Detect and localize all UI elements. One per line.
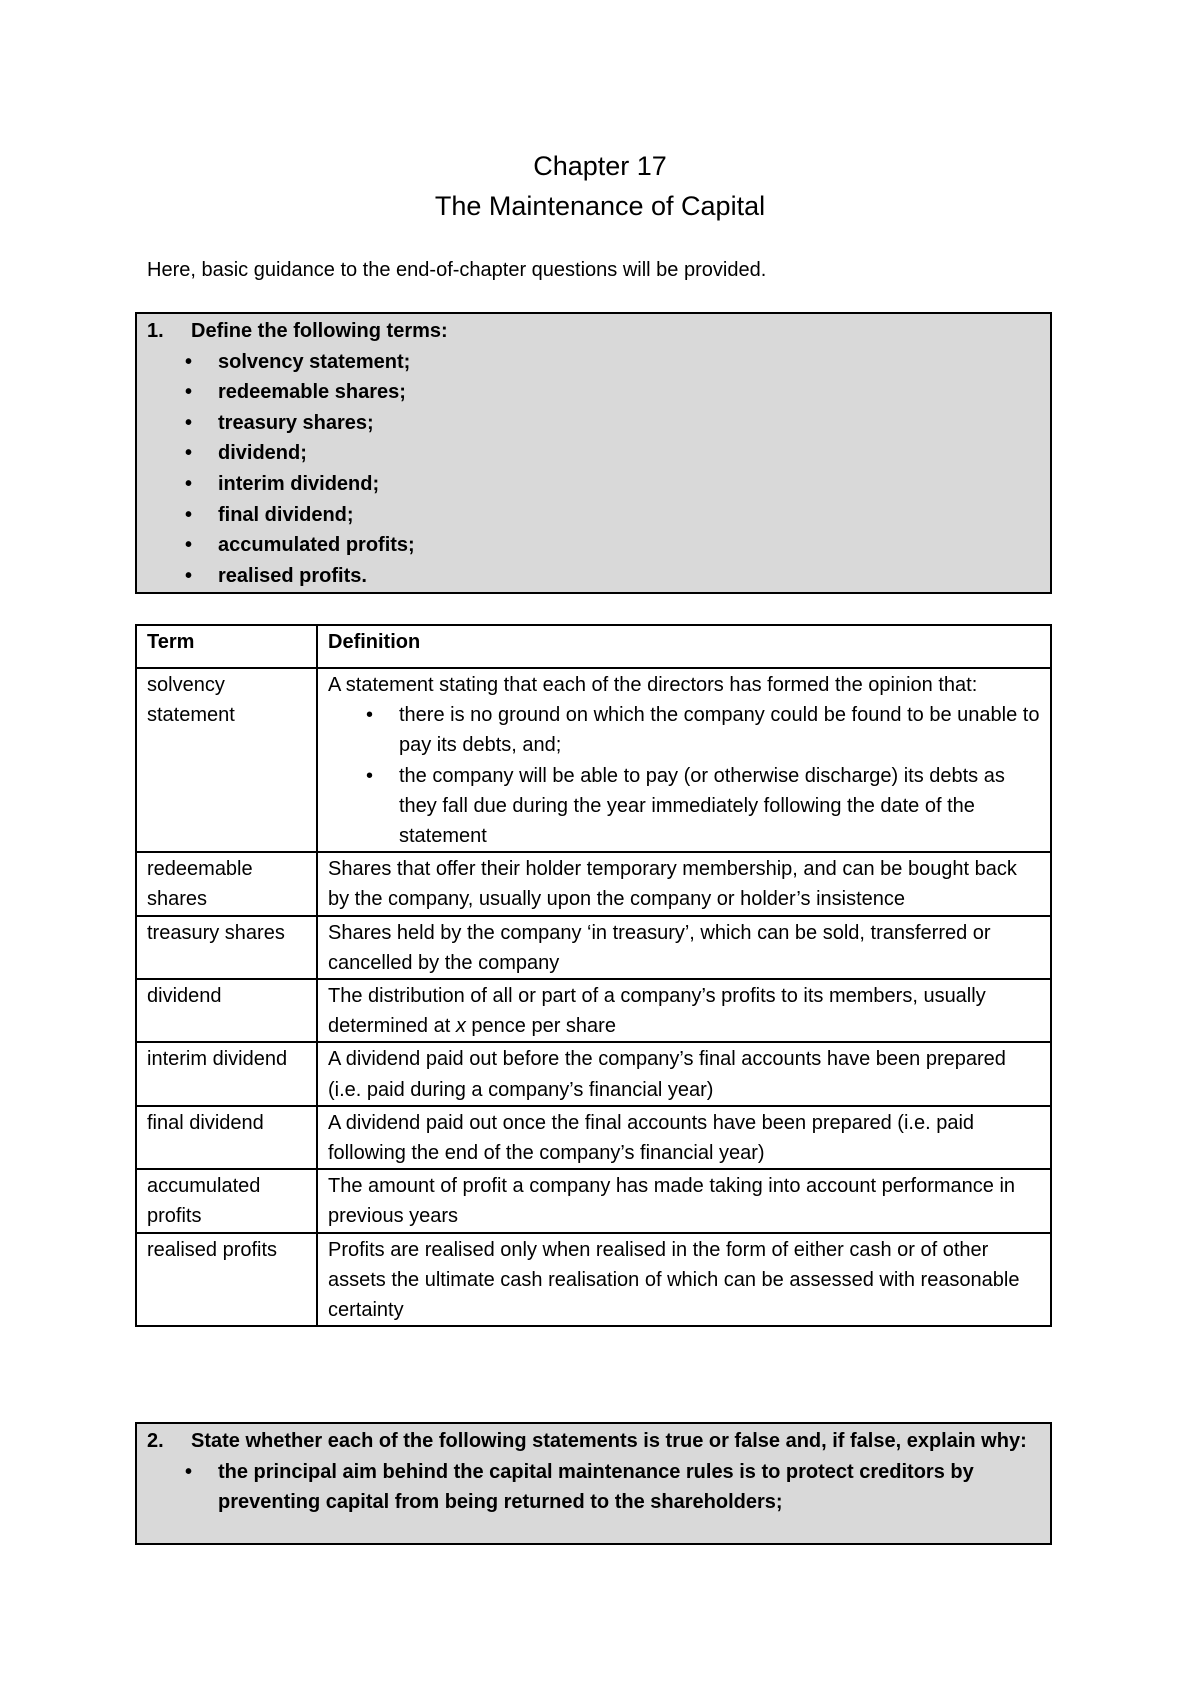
list-item: • redeemable shares;	[218, 377, 1040, 408]
term-cell: solvency statement	[136, 668, 317, 852]
header-term: Term	[136, 625, 317, 668]
definition-cell: Shares that offer their holder temporary membership, and can be bought back by the company, usually upon the company or holder’s insistence	[317, 852, 1051, 915]
term-cell: treasury shares	[136, 916, 317, 979]
term-cell: accumulated profits	[136, 1169, 317, 1232]
term-cell: redeemable shares	[136, 852, 317, 915]
definition-bullets	[328, 700, 1040, 851]
table-row	[136, 979, 1051, 1042]
list-item: • interim dividend;	[218, 469, 1040, 500]
list-item: • treasury shares;	[218, 408, 1040, 439]
list-item: • the company will be able to pay (or otherwise discharge) its debts as they fall due during the year immediately following the date of the statement	[399, 761, 1040, 852]
list-item: • final dividend;	[218, 500, 1040, 531]
term-cell: realised profits	[136, 1233, 317, 1327]
question-1-number: 1.	[147, 320, 164, 342]
definition-cell	[317, 668, 1051, 852]
table-row	[136, 1233, 1051, 1327]
definitions-table	[135, 624, 1052, 1327]
question-2-statement-list	[147, 1457, 1040, 1518]
list-item: • solvency statement;	[218, 347, 1040, 378]
definition-cell: A dividend paid out before the company’s final accounts have been prepared (i.e. paid during a company’s financial year)	[317, 1042, 1051, 1105]
definition-text: The distribution of all or part of a company’s profits to its members, usually determined at	[328, 985, 986, 1038]
question-2-box	[135, 1422, 1052, 1545]
definition-text: A statement stating that each of the directors has formed the opinion that:	[328, 674, 978, 696]
list-item: • realised profits.	[218, 561, 1040, 592]
list-item: • the principal aim behind the capital maintenance rules is to protect creditors by preventing capital from being returned to the shareholders;	[218, 1457, 1040, 1518]
chapter-number: Chapter 17	[533, 151, 667, 181]
question-1-box	[135, 312, 1052, 594]
definition-text: pence per share	[465, 1015, 616, 1038]
list-item: • dividend;	[218, 438, 1040, 469]
table-row	[136, 1169, 1051, 1232]
term-cell: final dividend	[136, 1106, 317, 1169]
table-header-row	[136, 625, 1051, 668]
definition-cell: Shares held by the company ‘in treasury’, which can be sold, transferred or cancelled by the company	[317, 916, 1051, 979]
table-row	[136, 1106, 1051, 1169]
term-cell: interim dividend	[136, 1042, 317, 1105]
chapter-title: The Maintenance of Capital	[434, 191, 766, 221]
definition-cell: Profits are realised only when realised in the form of either cash or of other assets the ultimate cash realisation of which can be assessed with reasonable certainty	[317, 1233, 1051, 1327]
definition-variable: x	[455, 1015, 466, 1038]
table-row	[136, 916, 1051, 979]
header-definition: Definition	[317, 625, 1051, 668]
question-1-term-list	[147, 347, 1040, 592]
question-1-prompt: Define the following terms:	[191, 320, 448, 342]
definition-cell	[317, 979, 1051, 1042]
term-cell: dividend	[136, 979, 317, 1042]
question-2-prompt: State whether each of the following statements is true or false and, if false, explain why:	[191, 1430, 1027, 1452]
list-item: • accumulated profits;	[218, 530, 1040, 561]
table-row	[136, 668, 1051, 852]
table-row	[136, 1042, 1051, 1105]
question-2-number: 2.	[147, 1430, 164, 1452]
definition-cell: A dividend paid out once the final accounts have been prepared (i.e. paid following the end of the company’s financial year)	[317, 1106, 1051, 1169]
definition-cell: The amount of profit a company has made taking into account performance in previous years	[317, 1169, 1051, 1232]
list-item: • there is no ground on which the company could be found to be unable to pay its debts, and;	[399, 700, 1040, 760]
intro-text: Here, basic guidance to the end-of-chapter questions will be provided.	[147, 259, 767, 281]
table-row	[136, 852, 1051, 915]
